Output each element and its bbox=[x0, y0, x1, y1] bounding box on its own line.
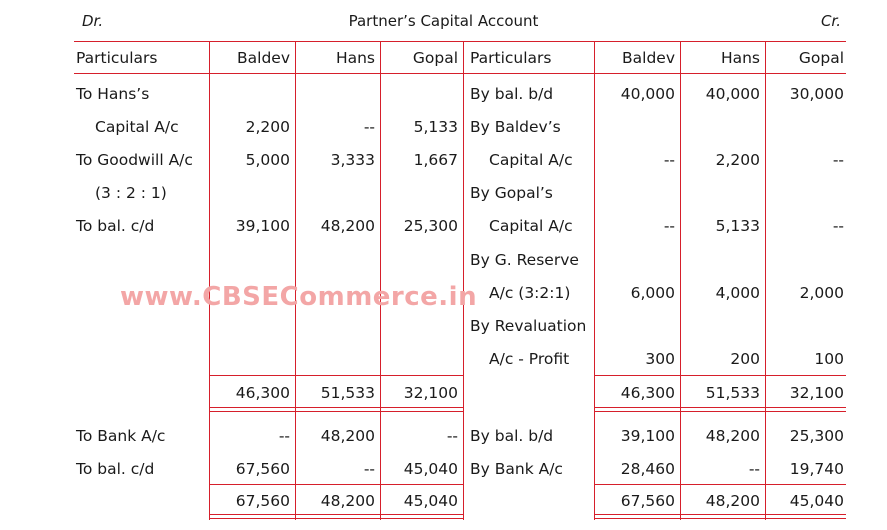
right-particular: By Baldev’s bbox=[470, 118, 561, 136]
left-amount-hans: 3,333 bbox=[330, 151, 375, 169]
right-total-baldev: 67,560 bbox=[620, 492, 675, 510]
left-total2-top-rule bbox=[209, 484, 464, 485]
left-header-gopal: Gopal bbox=[412, 49, 458, 67]
left-header-particulars: Particulars bbox=[76, 49, 158, 67]
left-particular: (3 : 2 : 1) bbox=[95, 184, 167, 202]
left-particular: To Bank A/c bbox=[76, 427, 166, 445]
right-amount-gopal: 19,740 bbox=[789, 460, 844, 478]
left-total2-bottom-rule bbox=[209, 514, 464, 515]
left-header-baldev: Baldev bbox=[237, 49, 290, 67]
left-total-top-rule bbox=[209, 375, 464, 376]
right-amount-baldev: 39,100 bbox=[620, 427, 675, 445]
right-amount-baldev: 300 bbox=[645, 350, 675, 368]
left-amount-hans: -- bbox=[363, 118, 375, 136]
column-divider bbox=[680, 41, 681, 520]
right-amount-baldev: -- bbox=[663, 217, 675, 235]
left-particular: To bal. c/d bbox=[76, 217, 155, 235]
right-particular: By Bank A/c bbox=[470, 460, 563, 478]
left-amount-baldev: 39,100 bbox=[235, 217, 290, 235]
right-total-top-rule bbox=[594, 375, 846, 376]
left-amount-gopal: 45,040 bbox=[403, 460, 458, 478]
left-amount-baldev: 5,000 bbox=[245, 151, 290, 169]
left-particular: To Goodwill A/c bbox=[76, 151, 193, 169]
left-particular: Capital A/c bbox=[95, 118, 179, 136]
left-amount-hans: 48,200 bbox=[320, 217, 375, 235]
right-amount-baldev: -- bbox=[663, 151, 675, 169]
left-particular: To Hans’s bbox=[76, 85, 150, 103]
left-total-hans: 51,533 bbox=[320, 384, 375, 402]
right-amount-hans: 4,000 bbox=[715, 284, 760, 302]
right-header-baldev: Baldev bbox=[622, 49, 675, 67]
left-amount-baldev: 67,560 bbox=[235, 460, 290, 478]
debit-label: Dr. bbox=[82, 12, 104, 30]
credit-label: Cr. bbox=[820, 12, 841, 30]
left-amount-gopal: 25,300 bbox=[403, 217, 458, 235]
right-amount-hans: -- bbox=[748, 460, 760, 478]
watermark: www.CBSECommerce.in bbox=[120, 282, 478, 312]
column-divider bbox=[209, 41, 210, 520]
column-divider bbox=[594, 41, 595, 520]
left-amount-gopal: 1,667 bbox=[413, 151, 458, 169]
column-divider bbox=[380, 41, 381, 520]
right-amount-hans: 40,000 bbox=[705, 85, 760, 103]
left-total-double-rule bbox=[209, 411, 464, 412]
right-amount-gopal: -- bbox=[832, 217, 844, 235]
column-divider bbox=[295, 41, 296, 520]
left-header-hans: Hans bbox=[335, 49, 375, 67]
right-particular: By bal. b/d bbox=[470, 427, 554, 445]
left-total-gopal: 45,040 bbox=[403, 492, 458, 510]
right-total2-bottom-rule bbox=[594, 514, 846, 515]
right-total-double-rule bbox=[594, 411, 846, 412]
right-amount-gopal: -- bbox=[832, 151, 844, 169]
right-amount-gopal: 25,300 bbox=[789, 427, 844, 445]
right-particular: By bal. b/d bbox=[470, 85, 554, 103]
right-amount-gopal: 30,000 bbox=[789, 85, 844, 103]
header-bottom-rule bbox=[74, 73, 846, 74]
left-amount-hans: 48,200 bbox=[320, 427, 375, 445]
table-top-rule bbox=[74, 41, 846, 42]
right-total-bottom-rule bbox=[594, 407, 846, 408]
left-amount-hans: -- bbox=[363, 460, 375, 478]
right-particular: A/c (3:2:1) bbox=[489, 284, 571, 302]
right-particular: By Gopal’s bbox=[470, 184, 553, 202]
right-amount-baldev: 40,000 bbox=[620, 85, 675, 103]
column-divider-center bbox=[463, 41, 464, 520]
left-particular: To bal. c/d bbox=[76, 460, 155, 478]
right-amount-gopal: 2,000 bbox=[799, 284, 844, 302]
right-header-hans: Hans bbox=[720, 49, 760, 67]
right-total2-double-rule bbox=[594, 518, 846, 519]
right-total-hans: 48,200 bbox=[705, 492, 760, 510]
right-header-particulars: Particulars bbox=[470, 49, 552, 67]
column-divider bbox=[765, 41, 766, 520]
left-total-hans: 48,200 bbox=[320, 492, 375, 510]
right-amount-hans: 48,200 bbox=[705, 427, 760, 445]
page-title: Partner’s Capital Account bbox=[348, 12, 539, 30]
right-total-gopal: 45,040 bbox=[789, 492, 844, 510]
right-amount-baldev: 28,460 bbox=[620, 460, 675, 478]
right-amount-baldev: 6,000 bbox=[630, 284, 675, 302]
left-amount-gopal: -- bbox=[446, 427, 458, 445]
left-total2-double-rule bbox=[209, 518, 464, 519]
right-amount-hans: 200 bbox=[730, 350, 760, 368]
right-amount-hans: 2,200 bbox=[715, 151, 760, 169]
right-particular: By G. Reserve bbox=[470, 251, 579, 269]
right-amount-hans: 5,133 bbox=[715, 217, 760, 235]
right-header-gopal: Gopal bbox=[798, 49, 844, 67]
left-total-baldev: 67,560 bbox=[235, 492, 290, 510]
right-particular: Capital A/c bbox=[489, 151, 573, 169]
right-particular: Capital A/c bbox=[489, 217, 573, 235]
left-amount-baldev: -- bbox=[278, 427, 290, 445]
left-amount-gopal: 5,133 bbox=[413, 118, 458, 136]
right-particular: By Revaluation bbox=[470, 317, 587, 335]
right-amount-gopal: 100 bbox=[814, 350, 844, 368]
left-total-baldev: 46,300 bbox=[235, 384, 290, 402]
left-total-bottom-rule bbox=[209, 407, 464, 408]
left-amount-baldev: 2,200 bbox=[245, 118, 290, 136]
right-total-hans: 51,533 bbox=[705, 384, 760, 402]
right-total2-top-rule bbox=[594, 484, 846, 485]
right-total-gopal: 32,100 bbox=[789, 384, 844, 402]
right-total-baldev: 46,300 bbox=[620, 384, 675, 402]
right-particular: A/c - Profit bbox=[489, 350, 570, 368]
left-total-gopal: 32,100 bbox=[403, 384, 458, 402]
